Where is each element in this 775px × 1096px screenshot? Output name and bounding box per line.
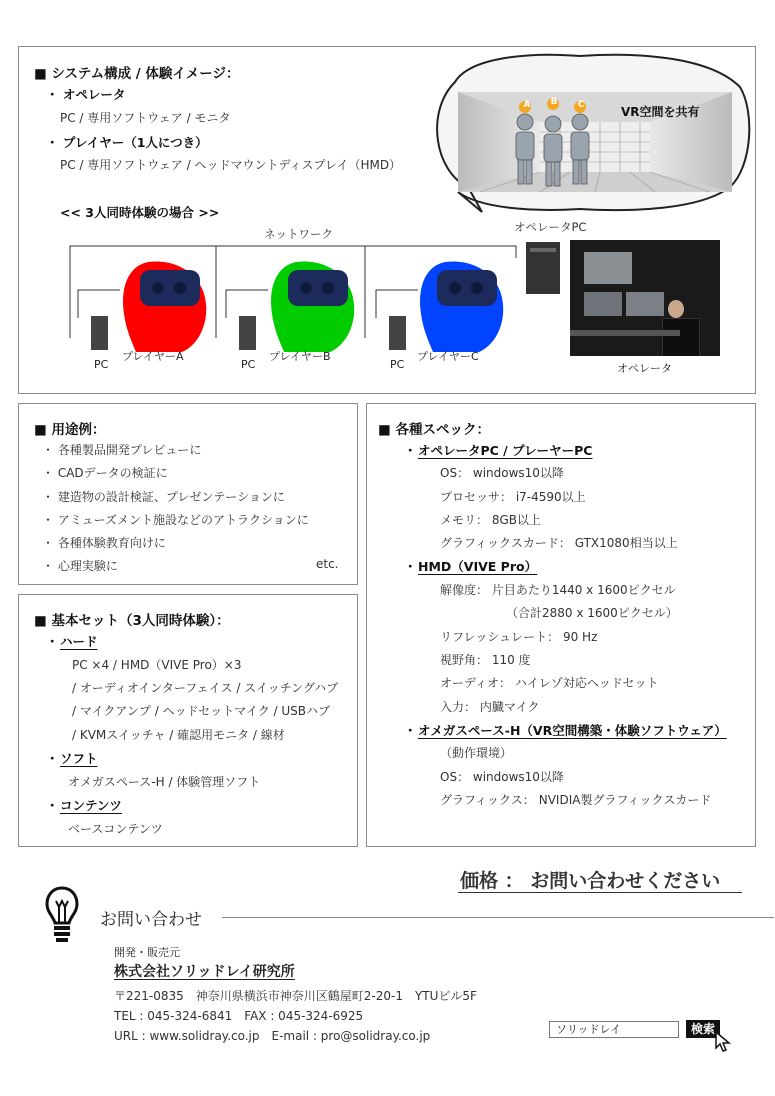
- avatar-label-c: C: [577, 100, 585, 110]
- omega-spec-line: （動作環境）: [440, 746, 513, 760]
- player-b-head: [266, 258, 358, 354]
- hmd-spec-line: オーディオ： ハイレゾ対応ヘッドセット: [440, 676, 659, 690]
- player-a-label: プレイヤーA: [122, 350, 184, 363]
- pc-label-a: PC: [94, 358, 109, 371]
- use-item: ・ 各種体験教育向けに: [42, 536, 166, 550]
- system-title: ■ システム構成 / 体験イメージ：: [34, 66, 240, 82]
- player-label: ・ プレイヤー（1人につき）: [46, 135, 208, 150]
- soft-line: オメガスペース-H / 体験管理ソフト: [68, 775, 261, 789]
- company-name: 株式会社ソリッドレイ研究所: [114, 964, 295, 980]
- content-bullet: ・: [46, 798, 59, 813]
- operator-label: ・ オペレータ: [46, 87, 126, 102]
- contact-divider: [222, 917, 774, 918]
- lightbulb-icon: [44, 885, 80, 947]
- pc-spec-line: グラフィックスカード： GTX1080相当以上: [440, 536, 678, 550]
- uses-title: ■ 用途例：: [34, 422, 106, 438]
- use-item: ・ CADデータの検証に: [42, 466, 168, 480]
- hard-line: / KVMスイッチャ / 確認用モニタ / 線材: [72, 728, 285, 742]
- player-c-head: [415, 258, 507, 354]
- avatar-label-b: B: [550, 97, 558, 107]
- hmd-spec-line: 入力： 内臓マイク: [440, 700, 540, 714]
- player-desc: PC / 専用ソフトウェア / ヘッドマウントディスプレイ（HMD）: [60, 158, 402, 172]
- contact-title: お問い合わせ: [100, 910, 202, 930]
- pc-spec-label: オペレータPC / プレーヤーPC: [418, 443, 593, 458]
- omega-spec-label: オメガスペース-H（VR空間構築・体験ソフトウェア）: [418, 723, 727, 738]
- price-text: 価格 ： お問い合わせください: [460, 870, 721, 892]
- operator-pc-label: オペレータPC: [514, 220, 587, 234]
- player-a-head: [118, 258, 210, 354]
- operator-photo: [570, 240, 720, 356]
- hard-line: / オーディオインターフェイス / スイッチングハブ: [72, 681, 339, 695]
- hmd-spec-line: 解像度： 片目あたり1440 x 1600ピクセル: [440, 583, 676, 597]
- search-input[interactable]: [549, 1021, 679, 1038]
- operator-desc: PC / 専用ソフトウェア / モニタ: [60, 111, 231, 125]
- basic-set-title: ■ 基本セット（3人同時体験）：: [34, 613, 230, 629]
- pc-icon: [239, 316, 256, 350]
- network-label: ネットワーク: [264, 227, 333, 241]
- content-line: ベースコンテンツ: [68, 822, 163, 836]
- search-input-value: ソリッドレイ: [556, 1023, 622, 1036]
- avatar-label-a: A: [523, 100, 531, 110]
- use-item: ・ 各種製品開発プレビューに: [42, 443, 202, 457]
- soft-label: ソフト: [60, 751, 98, 766]
- hmd-spec-line: リフレッシュレート： 90 Hz: [440, 630, 598, 644]
- hard-bullet: ・: [46, 634, 59, 649]
- pc-spec-line: プロセッサ： i7-4590以上: [440, 490, 586, 504]
- hmd-spec-label: HMD（VIVE Pro）: [418, 559, 538, 574]
- uses-etc: etc.: [316, 557, 339, 571]
- address: 〒221-0835 神奈川県横浜市神奈川区鶴屋町2-20-1 YTUビル5F: [114, 989, 477, 1003]
- use-item: ・ 建造物の設計検証、プレゼンテーションに: [42, 490, 285, 504]
- hard-label: ハード: [60, 634, 98, 649]
- omega-bullet: ・: [404, 723, 417, 738]
- pc-spec-line: メモリ： 8GB以上: [440, 513, 541, 527]
- hmd-spec-line: （合計2880 x 1600ピクセル）: [506, 606, 678, 620]
- pc-label-b: PC: [241, 358, 256, 371]
- use-item: ・ アミューズメント施設などのアトラクションに: [42, 513, 309, 527]
- search-button[interactable]: 検索: [686, 1020, 720, 1038]
- pc-bullet: ・: [404, 443, 417, 458]
- hard-line: / マイクアンプ / ヘッドセットマイク / USBハブ: [72, 704, 331, 718]
- hmd-spec-line: 視野角： 110 度: [440, 653, 531, 667]
- operator-label-photo: オペレータ: [617, 362, 672, 375]
- tel-fax: TEL : 045-324-6841 FAX : 045-324-6925: [114, 1009, 364, 1023]
- soft-bullet: ・: [46, 751, 59, 766]
- omega-spec-line: OS： windows10以降: [440, 770, 564, 784]
- vr-shared-label: VR空間を共有: [621, 105, 700, 119]
- content-label: コンテンツ: [60, 798, 122, 813]
- url-email: URL : www.solidray.co.jp E-mail : pro@solidray.co.jp: [114, 1029, 431, 1043]
- pc-label-c: PC: [390, 358, 405, 371]
- price-underline: [458, 892, 742, 893]
- cursor-icon: [714, 1030, 734, 1054]
- hmd-bullet: ・: [404, 559, 417, 574]
- player-b-label: プレイヤーB: [269, 350, 331, 363]
- pc-icon: [389, 316, 406, 350]
- hard-line: PC ×4 / HMD（VIVE Pro）×3: [72, 658, 242, 672]
- pc-icon: [91, 316, 108, 350]
- three-player-case: << 3人同時体験の場合 >>: [60, 205, 220, 220]
- use-item: ・ 心理実験に: [42, 559, 118, 573]
- vr-space-illustration: [410, 52, 755, 217]
- omega-spec-line: グラフィックス： NVIDIA製グラフィックスカード: [440, 793, 712, 807]
- dev-label: 開発・販売元: [114, 946, 180, 959]
- specs-title: ■ 各種スペック：: [378, 422, 490, 438]
- player-c-label: プレイヤーC: [417, 350, 479, 363]
- pc-spec-line: OS： windows10以降: [440, 466, 564, 480]
